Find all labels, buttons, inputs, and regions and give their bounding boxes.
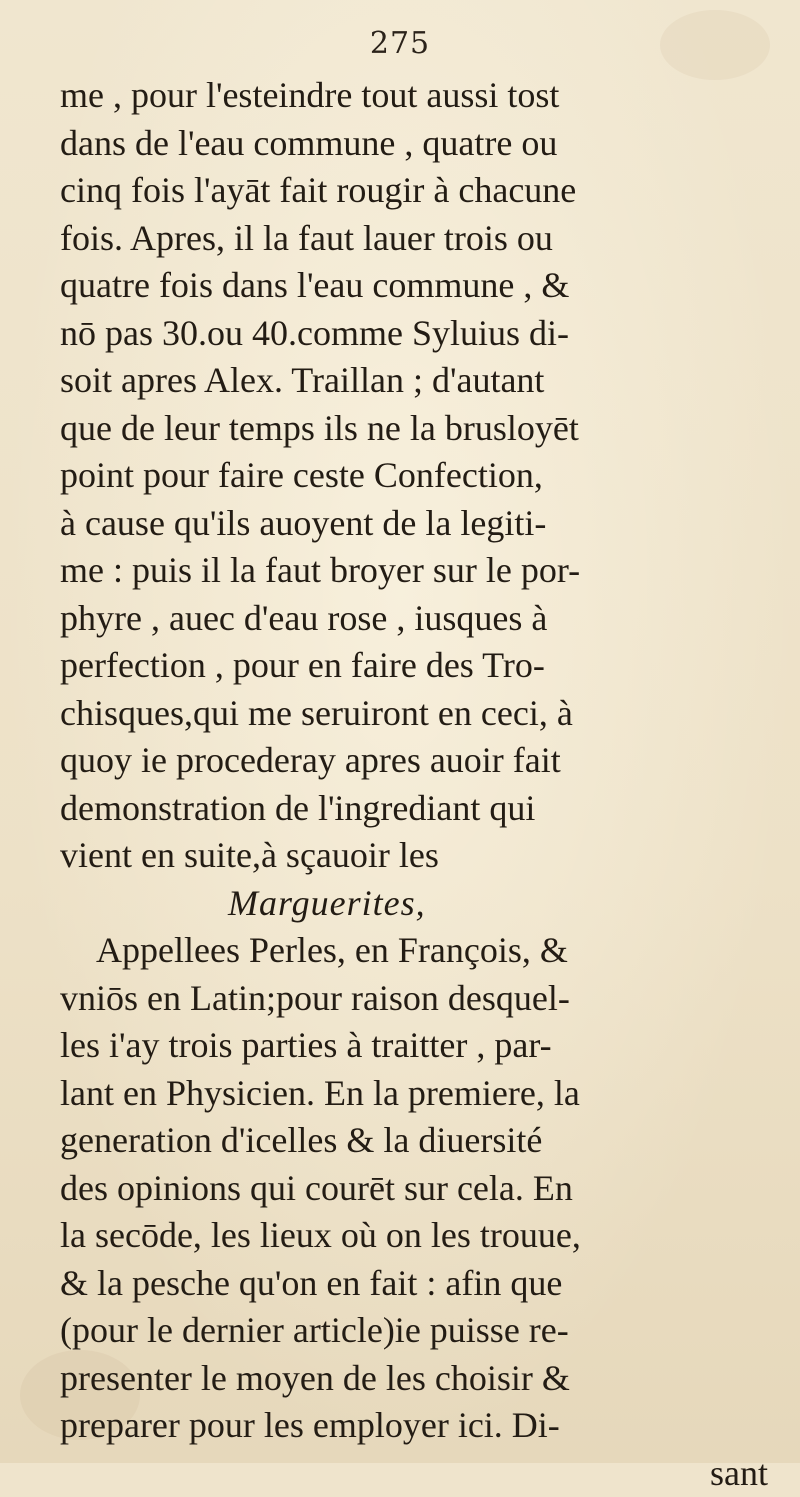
text-line: dans de l'eau commune , quatre ou [60, 120, 780, 168]
text-line: me : puis il la faut broyer sur le por- [60, 547, 780, 595]
text-line: lant en Physicien. En la premiere, la [60, 1070, 780, 1118]
text-line: que de leur temps ils ne la brusloyēt [60, 405, 780, 453]
text-line: cinq fois l'ayāt fait rougir à chacune [60, 167, 780, 215]
text-line: demonstration de l'ingrediant qui [60, 785, 780, 833]
text-line: les i'ay trois parties à traitter , par- [60, 1022, 780, 1070]
text-line: à cause qu'ils auoyent de la legiti- [60, 500, 780, 548]
text-line: fois. Apres, il la faut lauer trois ou [60, 215, 780, 263]
text-line: chisques,qui me seruiront en ceci, à [60, 690, 780, 738]
text-line: des opinions qui courēt sur cela. En [60, 1165, 780, 1213]
text-line: preparer pour les employer ici. Di- [60, 1402, 780, 1450]
text-line: (pour le dernier article)ie puisse re- [60, 1307, 780, 1355]
body-text [60, 72, 780, 1497]
text-line: nō pas 30.ou 40.comme Syluius di- [60, 310, 780, 358]
text-line: me , pour l'esteindre tout aussi tost [60, 72, 780, 120]
section-heading: Marguerites, [60, 880, 780, 928]
text-line: Appellees Perles, en François, & [60, 927, 780, 975]
text-line: presenter le moyen de les choisir & [60, 1355, 780, 1403]
text-line: soit apres Alex. Traillan ; d'autant [60, 357, 780, 405]
text-line: perfection , pour en faire des Tro- [60, 642, 780, 690]
page-number: 275 [0, 24, 800, 64]
text-line: vniōs en Latin;pour raison desquel- [60, 975, 780, 1023]
text-line: la secōde, les lieux où on les trouue, [60, 1212, 780, 1260]
text-line: point pour faire ceste Confection, [60, 452, 780, 500]
catchword: sant [60, 1450, 780, 1497]
text-line: & la pesche qu'on en fait : afin que [60, 1260, 780, 1308]
text-line: quatre fois dans l'eau commune , & [60, 262, 780, 310]
text-line: quoy ie procederay apres auoir fait [60, 737, 780, 785]
text-line: phyre , auec d'eau rose , iusques à [60, 595, 780, 643]
text-line: generation d'icelles & la diuersité [60, 1117, 780, 1165]
text-line: vient en suite,à sçauoir les [60, 832, 780, 880]
